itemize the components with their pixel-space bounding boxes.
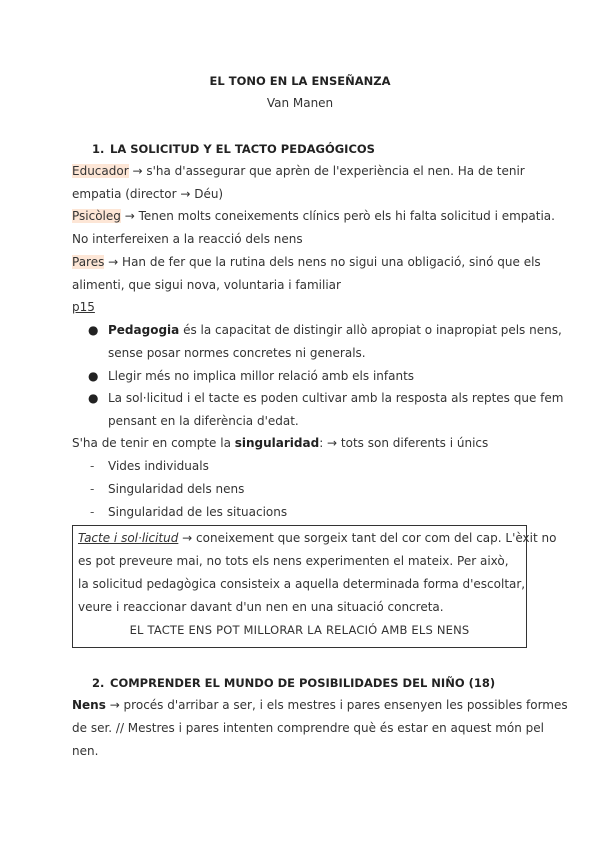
dash-item-3-marker: - <box>90 505 95 519</box>
educador-text-2: empatia (director → Déu) <box>72 187 224 201</box>
section-1-heading <box>92 142 375 156</box>
pares-label: Pares <box>72 255 105 269</box>
document-title: EL TONO EN LA ENSEÑANZA <box>209 74 391 88</box>
box-conclusion: EL TACTE ENS POT MILLORAR LA RELACIÓ AMB ELS NENS <box>129 623 470 637</box>
psicoleg-line-1 <box>72 209 555 223</box>
nens-text-3: nen. <box>72 744 99 758</box>
singularity-bold: singularidad <box>234 436 320 450</box>
nens-text-1: → procés d'arribar a ser, i els mestres i pares ensenyen les possibles formes <box>105 698 568 712</box>
bullet-icon: ● <box>88 369 99 383</box>
singularity-post: : → tots son diferents i únics <box>319 436 489 450</box>
singularity-pre: S'ha de tenir en compte la <box>72 436 235 450</box>
dash-item-3: Singularidad de les situacions <box>108 505 288 519</box>
pares-line-1 <box>72 255 541 269</box>
bullet-3-text-1: La sol·licitud i el tacte es poden cultivar amb la resposta als reptes que fem <box>108 391 564 405</box>
nens-text-2: de ser. // Mestres i pares intenten comprendre què és estar en aquest món pel <box>72 721 545 735</box>
pares-text-2: alimenti, que sigui nova, voluntaria i familiar <box>72 278 341 292</box>
section-1-title: LA SOLICITUD Y EL TACTO PEDAGÓGICOS <box>110 142 375 156</box>
box-line-1-text: → coneixement que sorgeix tant del cor com del cap. L'èxit no <box>178 531 557 545</box>
box-line-1 <box>78 531 556 545</box>
psicoleg-text-1: → Tenen molts coneixements clínics però els hi falta solicitud i empatia. <box>120 209 555 223</box>
bullet-2-text: Llegir més no implica millor relació amb els infants <box>108 369 415 383</box>
bullet-icon: ● <box>88 391 99 405</box>
dash-icon: - <box>90 482 95 496</box>
bullet-1-text-1: és la capacitat de distingir allò apropiat o inapropiat pels nens, <box>179 323 562 337</box>
educador-line-1 <box>72 164 525 178</box>
section-2-number: 2. <box>92 676 105 690</box>
educador-label: Educador <box>72 164 129 178</box>
bullet-1-bold: Pedagogia <box>108 323 180 337</box>
psicoleg-label: Psicòleg <box>72 209 121 223</box>
bullet-1-text-2: sense posar normes concretes ni generals. <box>108 346 366 360</box>
box-line-3: la solicitud pedagògica consisteix a aquella determinada forma d'escoltar, <box>78 577 526 591</box>
dash-item-2: Singularidad dels nens <box>108 482 245 496</box>
bullet-3-text-2: pensant en la diferència d'edat. <box>108 414 299 428</box>
box-italic-term: Tacte i sol·licitud <box>78 531 179 545</box>
bullet-icon: ● <box>88 323 99 337</box>
educador-text-1: → s'ha d'assegurar que aprèn de l'experiència el nen. Ha de tenir <box>128 164 525 178</box>
section-2-heading <box>92 676 495 690</box>
section-1-number: 1. <box>92 142 105 156</box>
dash-item-1: Vides individuals <box>108 459 209 473</box>
section-2-title: COMPRENDER EL MUNDO DE POSIBILIDADES DEL NIÑO (18) <box>110 676 496 690</box>
bullet-1-line-1 <box>108 323 562 337</box>
document-author: Van Manen <box>266 96 334 110</box>
nens-line-1 <box>72 698 568 712</box>
box-line-2: es pot preveure mai, no tots els nens experimenten el mateix. Per això, <box>78 554 509 568</box>
psicoleg-text-2: No interfereixen a la reacció dels nens <box>72 232 303 246</box>
page-reference: p15 <box>72 300 95 314</box>
box-line-4: veure i reaccionar davant d'un nen en una situació concreta. <box>78 600 444 614</box>
dash-icon: - <box>90 459 95 473</box>
nens-bold: Nens <box>72 698 106 712</box>
pares-text-1: → Han de fer que la rutina dels nens no sigui una obligació, sinó que els <box>104 255 541 269</box>
singularity-line <box>72 436 488 450</box>
